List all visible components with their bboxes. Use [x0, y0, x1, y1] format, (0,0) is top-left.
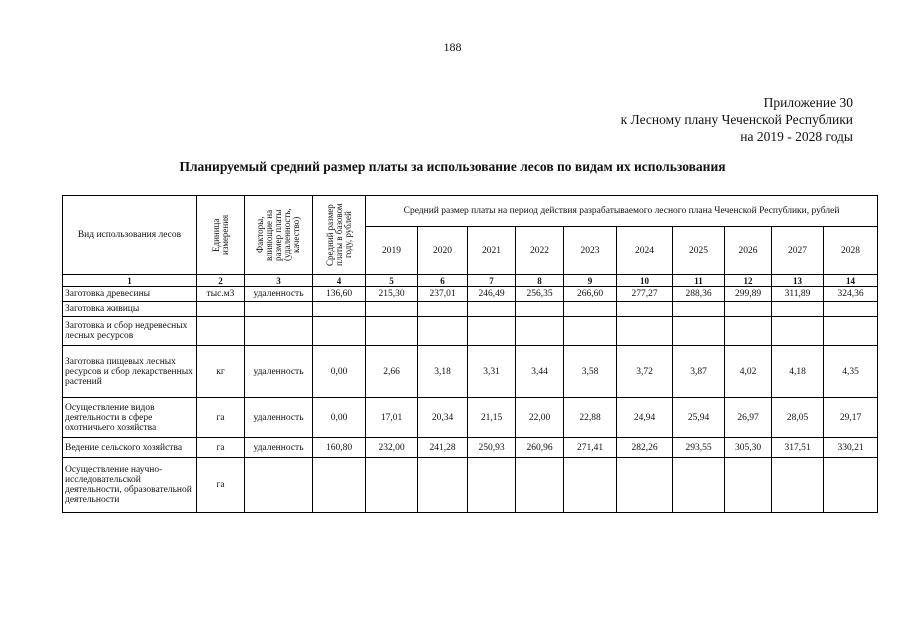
row-year-value — [673, 458, 725, 513]
header-base-fee — [313, 196, 366, 275]
row-year-value — [772, 458, 824, 513]
row-year-value: 256,35 — [516, 287, 564, 302]
row-year-value: 3,87 — [673, 346, 725, 398]
row-year-value — [617, 458, 673, 513]
row-year-value: 17,01 — [366, 398, 418, 438]
row-year-value — [617, 317, 673, 346]
row-year-value: 282,26 — [617, 438, 673, 458]
row-year-value: 24,94 — [617, 398, 673, 438]
table-row — [63, 346, 878, 398]
row-type-of-use: Заготовка древесины — [63, 287, 197, 302]
row-year-value: 3,72 — [617, 346, 673, 398]
row-factor: удаленность — [245, 287, 313, 302]
row-year-value: 4,35 — [824, 346, 878, 398]
row-year-value: 246,49 — [468, 287, 516, 302]
appendix-line-1: Приложение 30 — [763, 95, 853, 110]
header-year: 2025 — [673, 227, 725, 275]
row-year-value — [366, 302, 418, 317]
row-year-value: 293,55 — [673, 438, 725, 458]
row-unit — [197, 302, 245, 317]
row-year-value — [418, 302, 468, 317]
column-number: 12 — [725, 275, 772, 287]
header-year: 2024 — [617, 227, 673, 275]
row-year-value — [673, 302, 725, 317]
row-factor — [245, 317, 313, 346]
column-number: 11 — [673, 275, 725, 287]
row-factor: удаленность — [245, 398, 313, 438]
row-base-fee — [313, 458, 366, 513]
header-year: 2028 — [824, 227, 878, 275]
header-year: 2022 — [516, 227, 564, 275]
row-base-fee — [313, 302, 366, 317]
column-number: 9 — [564, 275, 617, 287]
row-year-value: 311,89 — [772, 287, 824, 302]
table-row — [63, 438, 878, 458]
table-row — [63, 302, 878, 317]
row-year-value: 26,97 — [725, 398, 772, 438]
appendix-block — [621, 94, 853, 145]
row-year-value: 3,18 — [418, 346, 468, 398]
column-number: 4 — [313, 275, 366, 287]
row-base-fee: 136,60 — [313, 287, 366, 302]
row-year-value: 22,00 — [516, 398, 564, 438]
row-type-of-use: Заготовка пищевых лесных ресурсов и сбор лекарственных растений — [63, 346, 197, 398]
row-year-value: 3,31 — [468, 346, 516, 398]
row-year-value — [366, 317, 418, 346]
row-year-value: 3,58 — [564, 346, 617, 398]
row-year-value — [418, 458, 468, 513]
header-year: 2019 — [366, 227, 418, 275]
row-year-value: 266,60 — [564, 287, 617, 302]
row-year-value — [772, 302, 824, 317]
table-body — [63, 287, 878, 513]
row-year-value — [725, 458, 772, 513]
row-unit: кг — [197, 346, 245, 398]
row-year-value: 271,41 — [564, 438, 617, 458]
table-header — [63, 196, 878, 287]
column-number: 8 — [516, 275, 564, 287]
header-year: 2023 — [564, 227, 617, 275]
row-year-value: 4,18 — [772, 346, 824, 398]
column-number: 13 — [772, 275, 824, 287]
row-type-of-use: Осуществление видов деятельности в сфере охотничьего хозяйства — [63, 398, 197, 438]
row-year-value: 330,21 — [824, 438, 878, 458]
row-year-value: 241,28 — [418, 438, 468, 458]
row-base-fee: 0,00 — [313, 398, 366, 438]
row-year-value — [564, 458, 617, 513]
row-year-value — [468, 317, 516, 346]
row-year-value: 3,44 — [516, 346, 564, 398]
row-year-value: 29,17 — [824, 398, 878, 438]
row-year-value: 232,00 — [366, 438, 418, 458]
row-year-value — [824, 317, 878, 346]
row-year-value: 215,30 — [366, 287, 418, 302]
column-number: 1 — [63, 275, 197, 287]
row-base-fee — [313, 317, 366, 346]
row-year-value — [468, 458, 516, 513]
header-unit-text: Единица измерения — [210, 214, 230, 256]
row-unit: га — [197, 398, 245, 438]
row-year-value — [468, 302, 516, 317]
table-row — [63, 287, 878, 302]
header-unit — [197, 196, 245, 275]
row-year-value: 237,01 — [418, 287, 468, 302]
row-year-value: 260,96 — [516, 438, 564, 458]
row-year-value: 324,36 — [824, 287, 878, 302]
row-year-value — [772, 317, 824, 346]
column-number: 3 — [245, 275, 313, 287]
header-type-of-use: Вид использования лесов — [63, 196, 197, 275]
column-number-row — [63, 275, 878, 287]
column-number: 5 — [366, 275, 418, 287]
row-year-value: 28,05 — [772, 398, 824, 438]
header-factors-text: Факторы, влияющие на размер платы (удаленность, качество) — [255, 208, 301, 262]
page-number: 188 — [443, 40, 462, 54]
row-type-of-use: Заготовка живицы — [63, 302, 197, 317]
table-row — [63, 458, 878, 513]
row-year-value — [725, 302, 772, 317]
row-type-of-use: Заготовка и сбор недревесных лесных ресурсов — [63, 317, 197, 346]
row-year-value: 20,34 — [418, 398, 468, 438]
row-factor: удаленность — [245, 438, 313, 458]
column-number: 7 — [468, 275, 516, 287]
row-year-value — [366, 458, 418, 513]
row-unit: га — [197, 458, 245, 513]
row-year-value — [725, 317, 772, 346]
row-type-of-use: Ведение сельского хозяйства — [63, 438, 197, 458]
row-year-value: 250,93 — [468, 438, 516, 458]
row-year-value: 277,27 — [617, 287, 673, 302]
row-year-value: 21,15 — [468, 398, 516, 438]
row-year-value: 317,51 — [772, 438, 824, 458]
row-factor: удаленность — [245, 346, 313, 398]
row-year-value: 288,36 — [673, 287, 725, 302]
row-factor — [245, 302, 313, 317]
row-year-value — [516, 458, 564, 513]
header-period-fee: Средний размер платы на период действия разрабатываемого лесного плана Чеченской Республики, рублей — [366, 196, 878, 227]
fee-table — [62, 195, 878, 513]
row-unit: га — [197, 438, 245, 458]
row-year-value — [824, 302, 878, 317]
row-year-value: 22,88 — [564, 398, 617, 438]
row-year-value — [564, 317, 617, 346]
row-year-value — [617, 302, 673, 317]
row-year-value: 4,02 — [725, 346, 772, 398]
row-year-value — [824, 458, 878, 513]
row-unit: тыс.м3 — [197, 287, 245, 302]
row-unit — [197, 317, 245, 346]
appendix-line-2: к Лесному плану Чеченской Республики — [620, 112, 853, 127]
row-year-value — [516, 317, 564, 346]
column-number: 10 — [617, 275, 673, 287]
appendix-line-3: на 2019 - 2028 годы — [740, 129, 853, 144]
column-number: 14 — [824, 275, 878, 287]
row-factor — [245, 458, 313, 513]
row-year-value — [516, 302, 564, 317]
row-year-value — [673, 317, 725, 346]
column-number: 2 — [197, 275, 245, 287]
row-year-value — [564, 302, 617, 317]
column-number: 6 — [418, 275, 468, 287]
row-year-value: 2,66 — [366, 346, 418, 398]
header-factors — [245, 196, 313, 275]
row-year-value — [418, 317, 468, 346]
header-year: 2020 — [418, 227, 468, 275]
row-base-fee: 0,00 — [313, 346, 366, 398]
table-row — [63, 398, 878, 438]
row-type-of-use: Осуществление научно-исследовательской деятельности, образовательной деятельности — [63, 458, 197, 513]
header-year: 2027 — [772, 227, 824, 275]
header-year: 2026 — [725, 227, 772, 275]
row-year-value: 25,94 — [673, 398, 725, 438]
row-year-value: 305,30 — [725, 438, 772, 458]
document-title: Планируемый средний размер платы за использование лесов по видам их использования — [179, 159, 726, 174]
row-base-fee: 160,80 — [313, 438, 366, 458]
table-row — [63, 317, 878, 346]
header-base-fee-text: Средний размер платы в базовом году, рублей — [324, 203, 353, 267]
row-year-value: 299,89 — [725, 287, 772, 302]
header-year: 2021 — [468, 227, 516, 275]
